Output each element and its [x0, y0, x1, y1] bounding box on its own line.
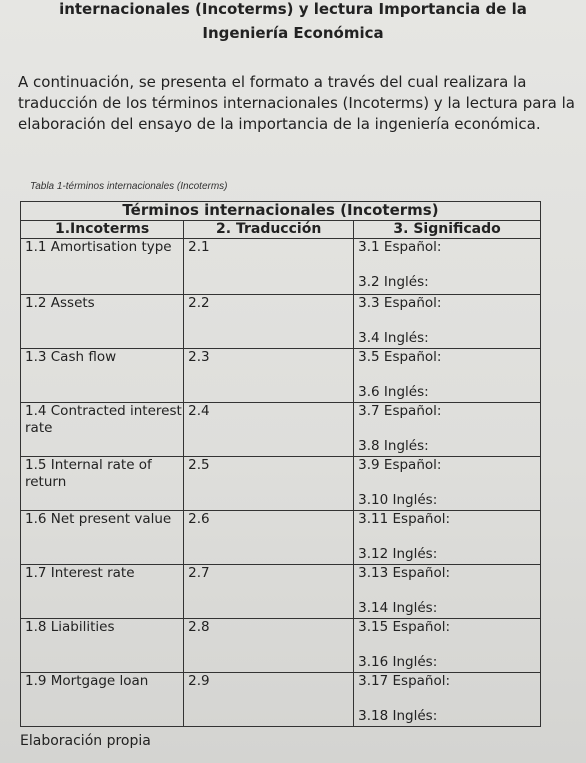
intro-paragraph: A continuación, se presenta el formato a través del cual realizara la traducción de los términos internacionales (Incoterms) y la lectura para la elaboración del ensayo de la importancia de la ingeniería económica.: [18, 73, 575, 133]
significado-espanol: 3.7 Español:: [358, 403, 442, 419]
traduccion-cell: 2.7: [184, 565, 354, 619]
table-row: [21, 565, 541, 619]
table-row: [21, 511, 541, 565]
table-row: [21, 239, 541, 295]
significado-cell: [354, 565, 541, 619]
significado-espanol: 3.11 Español:: [358, 511, 451, 527]
incoterm-cell: 1.8 Liabilities: [21, 619, 184, 673]
incoterm-cell: 1.9 Mortgage loan: [21, 673, 184, 727]
significado-cell: [354, 295, 541, 349]
incoterm-cell: 1.3 Cash flow: [21, 349, 184, 403]
significado-ingles: 3.4 Inglés:: [358, 330, 429, 346]
significado-cell: [354, 457, 541, 511]
table-row: [21, 403, 541, 457]
significado-cell: [354, 511, 541, 565]
incoterms-table: [20, 201, 541, 727]
significado-espanol: 3.17 Español:: [358, 673, 451, 689]
significado-ingles: 3.10 Inglés:: [358, 492, 438, 508]
traduccion-cell: 2.2: [184, 295, 354, 349]
significado-espanol: 3.1 Español:: [358, 239, 442, 255]
significado-cell: [354, 349, 541, 403]
traduccion-cell: 2.3: [184, 349, 354, 403]
significado-ingles: 3.14 Inglés:: [358, 600, 438, 616]
significado-ingles: 3.6 Inglés:: [358, 384, 429, 400]
significado-ingles: 3.2 Inglés:: [358, 274, 429, 290]
incoterm-cell: 1.2 Assets: [21, 295, 184, 349]
table-row: [21, 349, 541, 403]
significado-cell: [354, 403, 541, 457]
table-title: Términos internacionales (Incoterms): [21, 202, 541, 221]
incoterm-cell: 1.4 Contracted interest rate: [21, 403, 184, 457]
significado-espanol: 3.3 Español:: [358, 295, 442, 311]
traduccion-cell: 2.5: [184, 457, 354, 511]
traduccion-cell: 2.1: [184, 239, 354, 295]
significado-ingles: 3.8 Inglés:: [358, 438, 429, 454]
table-row: [21, 295, 541, 349]
column-header-traduccion: 2. Traducción: [184, 221, 354, 239]
incoterm-cell: 1.5 Internal rate of return: [21, 457, 184, 511]
table-row: [21, 619, 541, 673]
significado-ingles: 3.12 Inglés:: [358, 546, 438, 562]
significado-espanol: 3.13 Español:: [358, 565, 451, 581]
incoterm-cell: 1.1 Amortisation type: [21, 239, 184, 295]
significado-espanol: 3.5 Español:: [358, 349, 442, 365]
significado-espanol: 3.9 Español:: [358, 457, 442, 473]
table-caption: Tabla 1-términos internacionales (Incoterms): [30, 181, 228, 192]
table-row: [21, 457, 541, 511]
document-title-line-1: internacionales (Incoterms) y lectura Importancia de la: [59, 0, 527, 18]
table-row: [21, 673, 541, 727]
traduccion-cell: 2.8: [184, 619, 354, 673]
significado-ingles: 3.18 Inglés:: [358, 708, 438, 724]
traduccion-cell: 2.6: [184, 511, 354, 565]
table-body: [21, 239, 541, 727]
significado-cell: [354, 239, 541, 295]
incoterm-cell: 1.6 Net present value: [21, 511, 184, 565]
source-note: Elaboración propia: [20, 733, 151, 749]
document-title-line-2: Ingeniería Económica: [202, 24, 384, 42]
incoterm-cell: 1.7 Interest rate: [21, 565, 184, 619]
traduccion-cell: 2.9: [184, 673, 354, 727]
traduccion-cell: 2.4: [184, 403, 354, 457]
column-header-significado: 3. Significado: [354, 221, 541, 239]
significado-cell: [354, 619, 541, 673]
significado-espanol: 3.15 Español:: [358, 619, 451, 635]
significado-cell: [354, 673, 541, 727]
significado-ingles: 3.16 Inglés:: [358, 654, 438, 670]
column-header-incoterms: 1.Incoterms: [21, 221, 184, 239]
